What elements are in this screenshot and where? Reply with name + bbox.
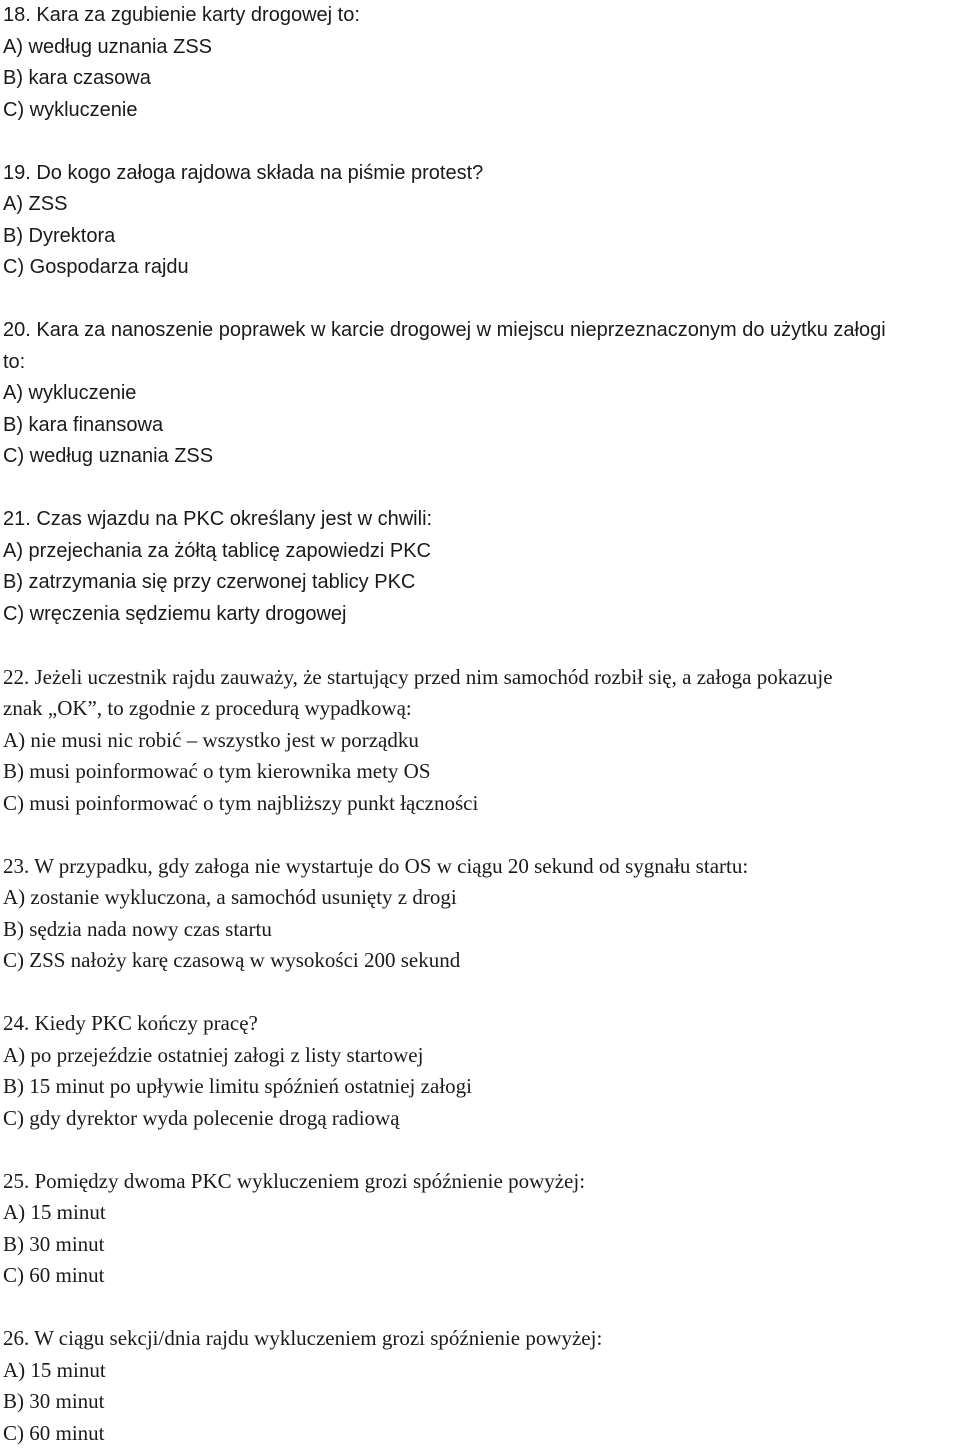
- answer-b: B) kara czasowa: [3, 63, 960, 95]
- question-23: [3, 851, 960, 977]
- answer-a: A) przejechania za żółtą tablicę zapowiedzi PKC: [3, 536, 960, 568]
- answer-c: C) według uznania ZSS: [3, 441, 960, 473]
- answer-b: B) 30 minut: [3, 1386, 960, 1418]
- spacer: [3, 630, 960, 662]
- spacer: [3, 1134, 960, 1166]
- answer-a: A) według uznania ZSS: [3, 32, 960, 64]
- question-title: 24. Kiedy PKC kończy pracę?: [3, 1008, 960, 1040]
- answer-b: B) zatrzymania się przy czerwonej tablicy PKC: [3, 567, 960, 599]
- question-22: [3, 662, 960, 820]
- spacer: [3, 1292, 960, 1324]
- answer-b: B) sędzia nada nowy czas startu: [3, 914, 960, 946]
- answer-b: B) 15 minut po upływie limitu spóźnień ostatniej załogi: [3, 1071, 960, 1103]
- question-title-continued: znak „OK”, to zgodnie z procedurą wypadkową:: [3, 693, 960, 725]
- answer-c: C) wykluczenie: [3, 95, 960, 127]
- answer-a: A) nie musi nic robić – wszystko jest w porządku: [3, 725, 960, 757]
- spacer: [3, 284, 960, 316]
- answer-a: A) 15 minut: [3, 1355, 960, 1387]
- answer-c: C) 60 minut: [3, 1418, 960, 1449]
- question-title: 20. Kara za nanoszenie poprawek w karcie drogowej w miejscu nieprzeznaczonym do użytku załogi: [3, 315, 960, 347]
- spacer: [3, 977, 960, 1009]
- answer-c: C) 60 minut: [3, 1260, 960, 1292]
- question-title: 23. W przypadku, gdy załoga nie wystartuje do OS w ciągu 20 sekund od sygnału startu:: [3, 851, 960, 883]
- answer-a: A) wykluczenie: [3, 378, 960, 410]
- answer-a: A) po przejeździe ostatniej załogi z listy startowej: [3, 1040, 960, 1072]
- question-25: [3, 1166, 960, 1292]
- question-24: [3, 1008, 960, 1134]
- spacer: [3, 473, 960, 505]
- answer-c: C) ZSS nałoży karę czasową w wysokości 200 sekund: [3, 945, 960, 977]
- question-title: 19. Do kogo załoga rajdowa składa na piśmie protest?: [3, 158, 960, 190]
- question-title: 26. W ciągu sekcji/dnia rajdu wykluczeniem grozi spóźnienie powyżej:: [3, 1323, 960, 1355]
- answer-b: B) Dyrektora: [3, 221, 960, 253]
- question-title: 25. Pomiędzy dwoma PKC wykluczeniem grozi spóźnienie powyżej:: [3, 1166, 960, 1198]
- answer-b: B) kara finansowa: [3, 410, 960, 442]
- question-title: 18. Kara za zgubienie karty drogowej to:: [3, 0, 960, 32]
- question-18: [3, 0, 960, 126]
- answer-b: B) musi poinformować o tym kierownika mety OS: [3, 756, 960, 788]
- answer-c: C) musi poinformować o tym najbliższy punkt łączności: [3, 788, 960, 820]
- spacer: [3, 126, 960, 158]
- question-title: 22. Jeżeli uczestnik rajdu zauważy, że startujący przed nim samochód rozbił się, a załoga pokazuje: [3, 662, 960, 694]
- question-21: [3, 504, 960, 630]
- question-19: [3, 158, 960, 284]
- answer-a: A) ZSS: [3, 189, 960, 221]
- answer-a: A) 15 minut: [3, 1197, 960, 1229]
- question-title: 21. Czas wjazdu na PKC określany jest w chwili:: [3, 504, 960, 536]
- spacer: [3, 819, 960, 851]
- question-20: [3, 315, 960, 473]
- answer-c: C) Gospodarza rajdu: [3, 252, 960, 284]
- answer-c: C) wręczenia sędziemu karty drogowej: [3, 599, 960, 631]
- question-26: [3, 1323, 960, 1449]
- answer-b: B) 30 minut: [3, 1229, 960, 1261]
- answer-c: C) gdy dyrektor wyda polecenie drogą radiową: [3, 1103, 960, 1135]
- answer-a: A) zostanie wykluczona, a samochód usunięty z drogi: [3, 882, 960, 914]
- question-title-continued: to:: [3, 347, 960, 379]
